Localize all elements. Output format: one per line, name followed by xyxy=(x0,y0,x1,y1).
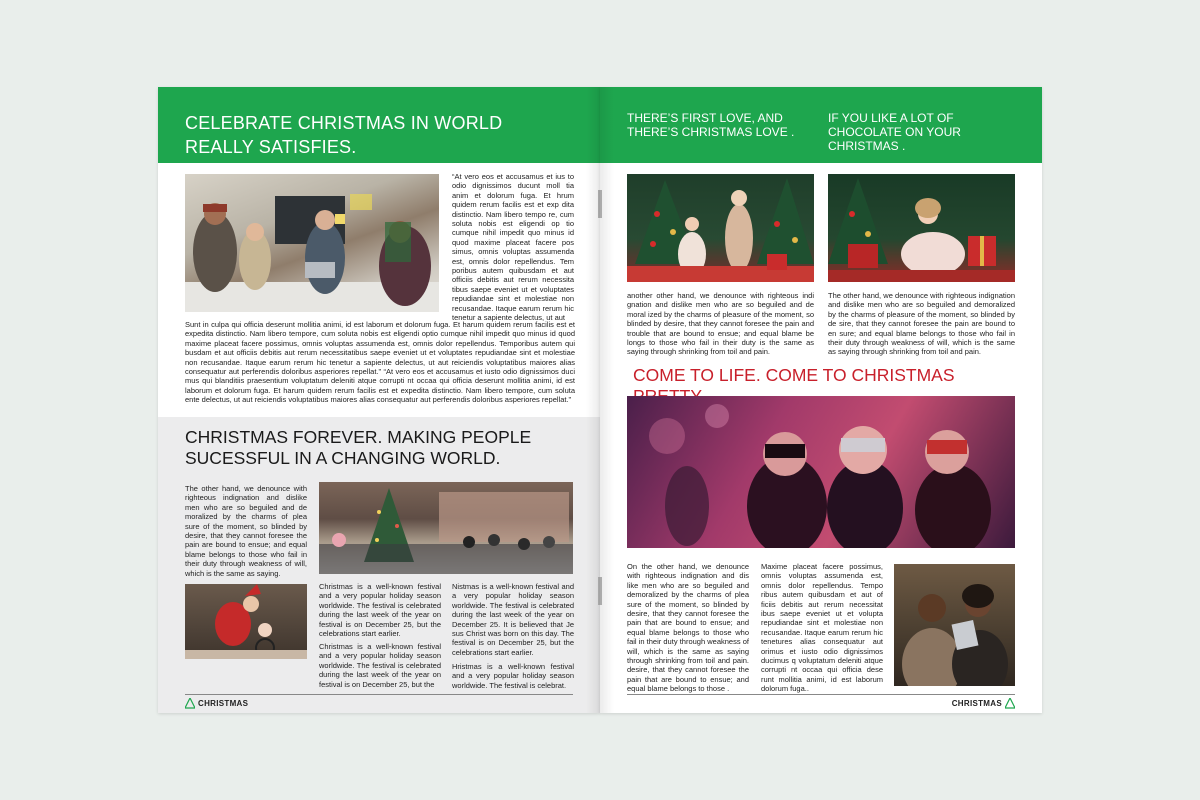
quote-column: “At vero eos et accusamus et ius to odio dignissimos ducunt moll tia anim et dolorum fuga. Et hrum quidem rerum facilis est et exp dita distinctio. Nam libero tempo re, cum soluta nobis est eligendi op tio cumque nihil impedit quo minus id quod maxime placeat facere pos simus, omnis voluptas assumenda est, omnis dolor repellendus. Tem poribus autem quibusdam et aut officiis debitis aut rerum necessita tibus saepe eveniet ut et voluptates repudiandae sint et molestiae non recusandae. Itaque earum rerum hic tenetur a sapiente delectus, ut aut xyxy=(452,172,574,323)
tree-icon xyxy=(185,698,195,709)
footer-rule xyxy=(185,694,573,695)
footer-label: CHRISTMAS xyxy=(951,699,1002,708)
feature-headline: COME TO LIFE. COME TO CHRISTMAS xyxy=(633,365,955,385)
wide-paragraph: Sunt in culpa qui officia deserunt mollitia animi, id est laborum et dolorum fuga. Et harum quidem rerum facilis est et expedita distinctio. Nam libero tempore, cum soluta nobis est eligendi optio cumque nihil impedit quo minus id quod maxime placeat facere possimus, omnis voluptas assumenda est, omnis dolor repellendus. Temporibus autem qui busdam et aut officiis debitis aut rerum necessitatibus saepe eveniet ut et voluptates repudiandae sint et molestiae non recusandae. Itaque earum rerum hic tenetur a sapiente delectus, ut aut reiciendis voluptatibus maiores alias consequatur aut perferendis doloribus asperiores repellat.” “At vero eos et accusamus et iusto odio dignissimos duci mus qui blanditiis praesentium voluptatum deleniti atque corrupti nt occaa qui officia deserunt mollitia animi, id est laborum et dolorum fuga. Et harum quidem rerum facilis est et expedita distinctio. Nam libero tempore, cum soluta ente delectus, ut aut reiciendis voluptatibus maiores alias consequatur aut perferendis doloribus asperiores repellat.” xyxy=(185,320,575,405)
header-tagline-2: IF YOU LIKE A LOT OF CHOCOLATE ON YOUR CHRISTMAS . xyxy=(828,111,961,153)
gutter-shade xyxy=(600,87,614,713)
girl-with-gifts-photo xyxy=(828,174,1015,282)
office-meeting-photo xyxy=(185,174,439,312)
tree-icon xyxy=(1005,698,1015,709)
section-intro: The other hand, we denounce with righteous indignation and dislike men who are so beguiled and de moralized by the charms of plea sure of the moment, so blinded by desire, that they cannot foresee the pain are bound to ensue; and equal blame belongs to those who fail in their duty through weakness of will, which is the same as saying. xyxy=(185,484,307,578)
left-page xyxy=(158,87,600,713)
column-a-para-2: Christmas is a well-known festival and a very popular holiday season worldwide. The festival is celebrated during the last week of the year on festival is on December 25, but the xyxy=(319,642,441,689)
gutter-shade xyxy=(586,87,600,713)
page-headline: CELEBRATE CHRISTMAS IN WORLD REALLY SATISFIES. xyxy=(185,113,503,157)
right-page xyxy=(600,87,1042,713)
bottom-column-1: On the other hand, we denounce with righteous indignation and dis like men who are so beguiled and demoralized by the charms of plea sure of the moment, so blinded by desire, that they cannot foresee the pain that are bound to ensue; and equal blame belongs to those who fail in their duty through weakness of will, which is the same as saying through shrinking from toil and pain. desire, that they cannot foresee the pain that are bound to ensue; and equal blame belongs to those . xyxy=(627,562,749,694)
photo-column-1-text: another other hand, we denounce with righteous indi gnation and dislike men who are so beguiled and de moral ized by the charms of pleasure of the moment, so blinded by desire, that they cannot foresee the pain and trouble that are bound to ensue; and equal blame be longs to those who fail in their duty is the same as saying through shrinking from toil and pain. xyxy=(627,291,814,357)
photo-column-2-text: The other hand, we denounce with righteous indignation and dislike men who are so beguiled and demoralized by the charms of pleasure of the moment, so blinded by de sire, that they cannot foresee the pain are bound to en sure; and equal blame belongs to those who fail in their duty through weakness of will, which is the same as saying through shrinking from toil and pain. xyxy=(828,291,1015,357)
section-headline: CHRISTMAS FOREVER. MAKING PEOPLE SUCESSFUL IN A CHANGING WORLD. xyxy=(185,427,532,468)
masquerade-party-photo xyxy=(627,396,1015,548)
christmas-street-photo xyxy=(319,482,573,574)
header-tagline-1: THERE’S FIRST LOVE, AND THERE’S CHRISTMAS LOVE . xyxy=(627,111,795,139)
column-b-para-1: Nistmas is a well-known festival and a very popular holiday season worldwide. The festival is celebrated during the last week of the year on December 25. It is believed that Je sus Christ was born on this day. The festival is on December 25, but the celebrations start earlier. xyxy=(452,582,574,657)
column-b-para-2: Hristmas is a well-known festival and a very popular holiday season worldwide. The festival is celebrat. xyxy=(452,662,574,690)
bottom-column-2: Maxime placeat facere possimus, omnis voluptas assumenda est, omnis dolor repellendus. Tempo ribus autem quibusdam et aut of ficiis debitis aut rerum necessitat ibus saepe eveniet ut et volupta repudiandae sint et molestiae non recusandae. Itaque earum rerum hic tenetures alias consequatur aut orimus et iusto odio dignissimos ducimus q voluptatum deleniti atque corrupti nt occaa qui officia dese runt mollitia animi, id est laborum dolorum fuga.. xyxy=(761,562,883,694)
footer-rule xyxy=(627,694,1015,695)
column-a-para-1: Christmas is a well-known festival and a very popular holiday season worldwide. The festival is celebrated during the last week of the year on festival is on December 25, but the celebrations start earlier. xyxy=(319,582,441,639)
couple-tablet-photo xyxy=(894,564,1015,686)
footer-label: CHRISTMAS xyxy=(198,699,249,708)
santa-wheelchair-photo xyxy=(185,584,307,659)
family-gifts-photo xyxy=(627,174,814,282)
